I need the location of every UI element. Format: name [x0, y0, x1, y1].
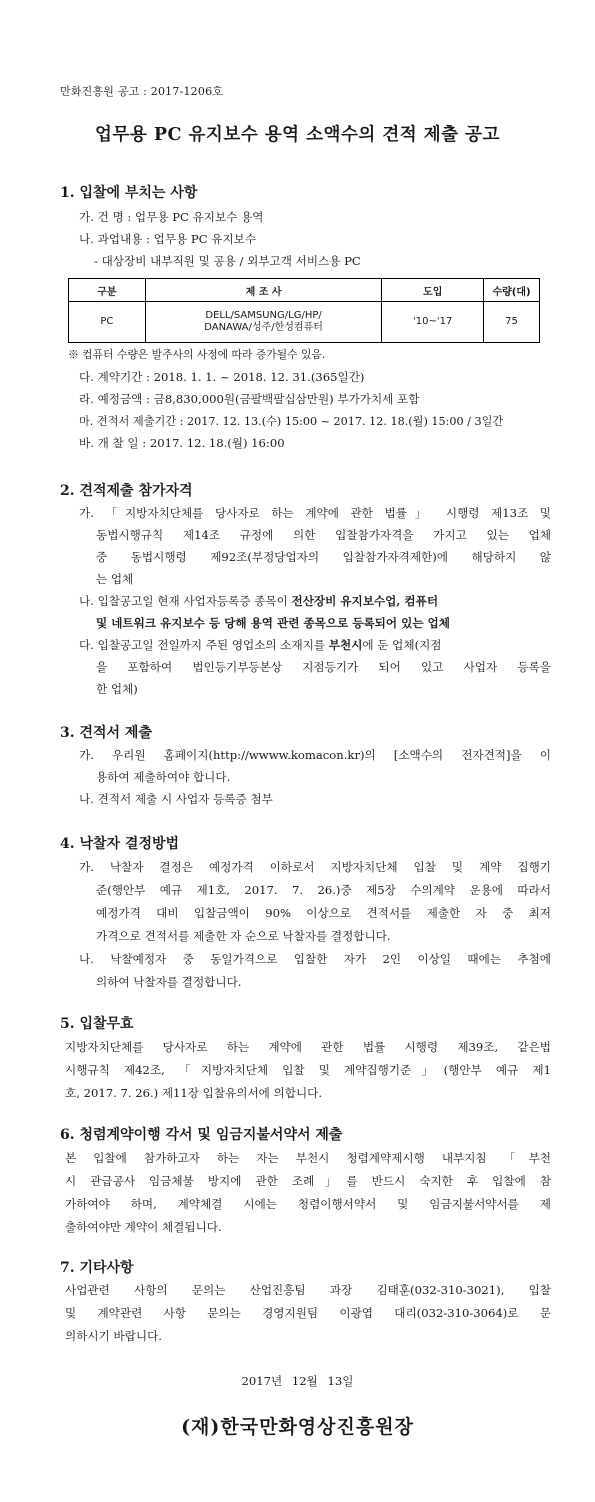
- submission-a-line2: 용하여 제출하여야 합니다.: [96, 770, 231, 784]
- qualification-b-text: 나. 입찰공고일 현재 사업자등록증 종목이: [79, 594, 292, 608]
- contract-period: 다. 계약기간 : 2018. 1. 1. ~ 2018. 12. 31.(365일간): [79, 370, 365, 384]
- qualification-b-line2: 및 네트워크 유지보수 등 당해 용역 관련 종목으로 등록되어 있는 업체: [96, 616, 450, 630]
- selection-b-line1: 나. 낙찰예정자 중 동일가격으로 입찰한 자가 2인 이상일 때에는 추첨에: [79, 952, 551, 966]
- page-title: 업무용 PC 유지보수 용역 소액수의 견적 제출 공고: [95, 125, 500, 145]
- signature: (재)한국만화영상진흥원장: [181, 1416, 414, 1438]
- notice-date: 2017년 12월 13일: [241, 1374, 354, 1388]
- invalid-line3: 호, 2017. 7. 26.) 제11장 입찰유의서에 의합니다.: [65, 1086, 323, 1100]
- table-header-qty: 수량(대): [484, 279, 540, 302]
- integrity-line2: 시 관급공사 임금체불 방지에 관한 조례」를 반드시 숙지한 후 입찰에 참: [65, 1174, 551, 1188]
- qualification-c-text: 다. 입찰공고일 전일까지 주된 영업소의 소재지를: [79, 638, 329, 652]
- section-heading-integrity-pledge: 6. 청렴계약이행 각서 및 임금지불서약서 제출: [60, 1127, 343, 1143]
- qualification-a-line1: 가. 「지방자치단체를 당사자로 하는 계약에 관한 법률」 시행령 제13조 및: [79, 506, 551, 520]
- qualification-a-line2: 동법시행규칙 제14조 규정에 의한 입찰참가자격을 가지고 있는 업체: [96, 528, 551, 542]
- submission-b-line1: 나. 견적서 제출 시 사업자 등록증 첨부: [79, 792, 273, 806]
- qualification-c-line1: [79, 640, 442, 652]
- table-header-intro: 도입: [382, 279, 484, 302]
- table-header-category: 구분: [69, 279, 146, 302]
- other-line2: 및 계약관련 사항 문의는 경영지원팀 이광엽 대리(032-310-3064)로 문: [65, 1306, 551, 1320]
- cell-category: PC: [69, 302, 146, 343]
- work-content: 나. 과업내용 : 업무용 PC 유지보수: [79, 232, 257, 246]
- cell-intro: '10~'17: [382, 302, 484, 343]
- qualification-c-line2: 을 포함하여 법인등기부등본상 지점등기가 되어 있고 사업자 등록을: [96, 660, 551, 674]
- qualification-c-city: 부천시: [328, 638, 363, 652]
- table-note: ※ 컴퓨터 수량은 발주사의 사정에 따라 증가될수 있음.: [68, 348, 326, 361]
- qualification-b-emphasis: 전산장비 유지보수업, 컴퓨터: [291, 594, 439, 608]
- cell-maker-line2: DANAWA/성주/한성컴퓨터: [204, 322, 323, 333]
- qualification-b-line1: [79, 596, 438, 608]
- item-name: 가. 건 명 : 업무용 PC 유지보수 용역: [79, 210, 264, 224]
- submission-a-line1: 가. 우리원 홈페이지(http://wwww.komacon.kr)의 [소액수의 전자견적]을 이: [79, 748, 551, 762]
- equipment-note: - 대상장비 내부직원 및 공용 / 외부고객 서비스용 PC: [94, 254, 361, 268]
- selection-a-line4: 가격으로 견적서를 제출한 자 순으로 낙찰자를 결정합니다.: [96, 929, 391, 943]
- invalid-line1: 지방자치단체를 당사자로 하는 계약에 관한 법률 시행령 제39조, 같은법: [65, 1040, 551, 1054]
- estimated-price: 라. 예정금액 : 금8,830,000원(금팔백팔십삼만원) 부가가치세 포함: [79, 392, 420, 406]
- other-line1: 사업관련 사항의 문의는 산업진흥팀 과장 김태훈(032-310-3021), 입찰: [65, 1283, 551, 1297]
- opening-date: 바. 개 찰 일 : 2017. 12. 18.(월) 16:00: [79, 436, 285, 450]
- submit-period: 마. 견적서 제출기간 : 2017. 12. 13.(수) 15:00 ~ 2017. 12. 18.(월) 15:00 / 3일간: [79, 415, 504, 428]
- other-line3: 의하시기 바랍니다.: [65, 1329, 162, 1343]
- section-heading-winner-selection: 4. 낙찰자 결정방법: [60, 836, 180, 852]
- section-heading-quote-submission: 3. 견적서 제출: [60, 725, 152, 741]
- selection-b-line2: 의하여 낙찰자를 결정합니다.: [96, 975, 242, 989]
- cell-qty: 75: [484, 302, 540, 343]
- notice-number: 만화진흥원 공고 : 2017-1206호: [60, 85, 224, 98]
- selection-a-line1: 가. 낙찰자 결정은 예정가격 이하로서 지방자치단체 입찰 및 계약 집행기: [79, 860, 551, 874]
- qualification-c-rest: 에 둔 업체(지점: [362, 638, 442, 652]
- section-heading-invalid-bid: 5. 입찰무효: [60, 1016, 134, 1032]
- qualification-c-line3: 한 업체): [96, 682, 138, 696]
- table-header-maker: 제 조 사: [145, 279, 382, 302]
- section-heading-qualification: 2. 견적제출 참가자격: [60, 483, 193, 499]
- equipment-table: [68, 278, 540, 343]
- qualification-a-line3: 중 동법시행령 제92조(부정당업자의 입찰참가자격제한)에 해당하지 않: [96, 550, 551, 564]
- cell-maker-line1: DELL/SAMSUNG/LG/HP/: [205, 310, 322, 321]
- table-row: [69, 302, 540, 343]
- integrity-line3: 가하여야 하며, 계약체결 시에는 청렴이행서약서 및 임금지불서약서를 제: [65, 1197, 551, 1211]
- cell-maker: [145, 302, 382, 343]
- selection-a-line3: 예정가격 대비 입찰금액이 90% 이상으로 견적서를 제출한 자 중 최저: [96, 906, 551, 920]
- table-header-row: [69, 279, 540, 302]
- integrity-line4: 출하여야만 계약이 체결됩니다.: [65, 1220, 222, 1234]
- qualification-a-line4: 는 업체: [96, 572, 134, 586]
- section-heading-bidding-items: 1. 입찰에 부치는 사항: [60, 185, 198, 201]
- invalid-line2: 시행규칙 제42조, 「지방자치단체 입찰 및 계약집행기준」(행안부 예규 제1: [65, 1063, 551, 1077]
- section-heading-other: 7. 기타사항: [60, 1260, 134, 1276]
- integrity-line1: 본 입찰에 참가하고자 하는 자는 부천시 청렴계약제시행 내부지침 「부천: [65, 1151, 551, 1165]
- selection-a-line2: 준(행안부 예규 제1호, 2017. 7. 26.)중 제5장 수의계약 운용에 따라서: [96, 883, 551, 897]
